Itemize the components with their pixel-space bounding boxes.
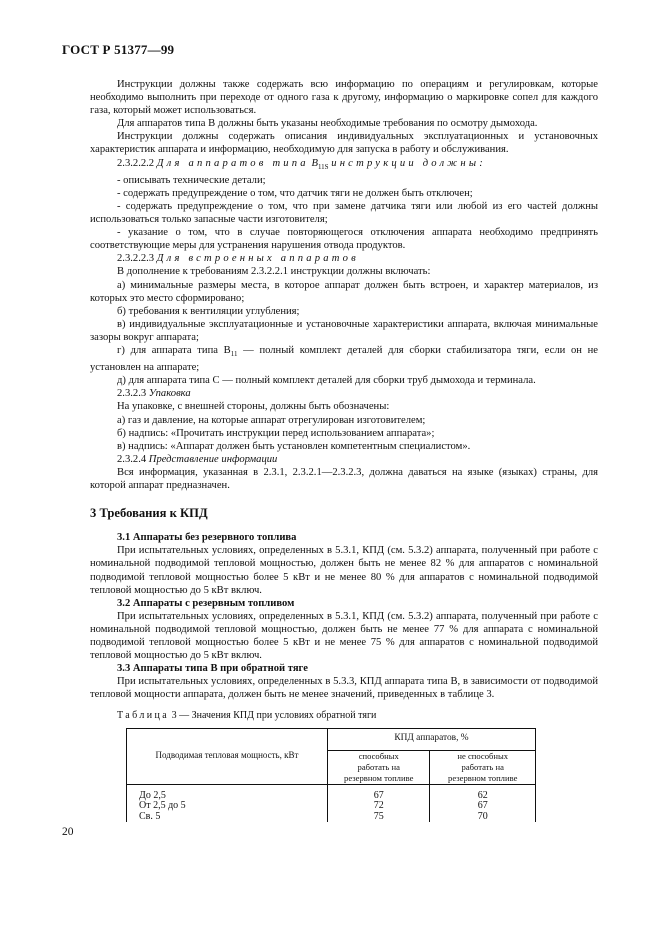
efficiency-table: [126, 728, 536, 823]
paragraph: Для аппаратов типа В должны быть указаны необходимые требования по осмотру дымохода.: [117, 118, 538, 130]
list-item-text: — полный комплект деталей для сборки стабилизатора тяги, если он не установлен на аппарате;: [90, 344, 598, 374]
document-body: [90, 78, 598, 822]
table-col-no-reserve: [430, 784, 536, 822]
table-col-reserve: [328, 784, 430, 822]
subsection-heading: 3.2 Аппараты с резервным топливом: [117, 597, 295, 609]
table-col-power: [127, 784, 328, 822]
clause-number: 2.3.2.3: [117, 388, 147, 400]
table-caption-label: Таблица: [117, 710, 170, 722]
clause-title-subscript: 11S: [317, 162, 329, 171]
list-item: - описывать технические детали;: [117, 174, 266, 186]
table-cell: 70: [477, 810, 488, 822]
clause-number: 2.3.2.4: [117, 453, 147, 465]
page-number: 20: [62, 826, 74, 838]
clause-title: Представление информации: [148, 453, 278, 465]
table-caption: [117, 709, 598, 722]
table-cell: 75: [373, 810, 384, 822]
table-cell: Св. 5: [139, 810, 161, 822]
clause-title: Для встроенных аппаратов: [156, 253, 359, 265]
table-header-group: КПД аппаратов, %: [328, 728, 536, 750]
list-item: - указание о том, что в случае повторяющегося отключения аппарата необходимо предпринять соответствующие меры для устранения нарушения отвода продуктов.: [90, 227, 598, 252]
list-item: б) надпись: «Прочитать инструкции перед использованием аппарата»;: [117, 427, 435, 439]
list-item: б) требования к вентиляции углубления;: [117, 305, 300, 317]
table-cell: От 2,5 до 5: [139, 800, 186, 812]
clause-title-end: инструкции должны:: [331, 157, 486, 169]
clause-title-type: B: [311, 157, 318, 169]
paragraph: В дополнение к требованиям 2.3.2.2.1 инструкции должны включать:: [117, 266, 431, 278]
clause-2-3-2-3: [90, 387, 598, 400]
list-item: в) надпись: «Аппарат должен быть установлен компетентным специалистом».: [117, 440, 471, 452]
subsection-heading: 3.3 Аппараты типа В при обратной тяге: [117, 663, 308, 675]
list-item: [90, 344, 598, 374]
table-cell: 72: [373, 800, 384, 812]
paragraph: Инструкции должны содержать описания индивидуальных эксплуатационных и установочных характеристик аппарата и информацию, необходимую для запуска в работу и обслуживания.: [90, 131, 598, 156]
clause-2-3-2-4: [90, 453, 598, 466]
subsection-heading: 3.1 Аппараты без резервного топлива: [117, 532, 297, 544]
list-item: д) для аппарата типа С — полный комплект деталей для сборки труб дымохода и терминала.: [117, 375, 536, 387]
paragraph: При испытательных условиях, определенных в 5.3.1, КПД (см. 5.3.2) аппарата, полученный при работе с номинальной подводимой тепловой мощностью, должен быть не менее 82 % для аппаратов с номинальной подводимой тепловой мощностью более 5 кВт и не менее 80 % для аппаратов с номинальной подводимой тепловой мощностью до 5 кВт включ.: [90, 545, 598, 596]
clause-title: Для аппаратов типа: [156, 157, 309, 169]
paragraph: При испытательных условиях, определенных в 5.3.3, КПД аппарата типа В, в зависимости от подводимой тепловой мощности аппарата, должен быть не менее значений, приведенных в таблице 3.: [90, 676, 598, 701]
paragraph: Вся информация, указанная в 2.3.1, 2.3.2.1—2.3.2.3, должна даваться на языке (языках) страны, для которой аппарат предназначен.: [90, 466, 598, 492]
table-cell: 67: [477, 800, 488, 812]
clause-number: 2.3.2.2.3: [117, 253, 155, 265]
table-caption-text: 3 — Значения КПД при условиях обратной тяги: [171, 710, 377, 722]
table-cell: 62: [477, 789, 488, 801]
paragraph: На упаковке, с внешней стороны, должны быть обозначены:: [117, 401, 390, 413]
list-item: в) индивидуальные эксплуатационные и установочные характеристики аппарата, включая минимальные зазоры вокруг аппарата;: [90, 318, 598, 343]
table-header-power: Подводимая тепловая мощность, кВт: [127, 728, 328, 784]
page-header: ГОСТ Р 51377—99: [62, 42, 175, 57]
paragraph: Инструкции должны также содержать всю информацию по операциям и регулировкам, которые необходимо выполнить при переходе от одного газа к другому, информацию о маркировке сопел для каждого газа, который может использоваться.: [90, 79, 598, 117]
subscript: 11: [230, 350, 238, 359]
table-cell: До 2,5: [139, 789, 166, 801]
clause-2-3-2-2-2: [90, 157, 598, 174]
table-header-no-reserve: не способных работать на резервном топливе: [430, 750, 536, 784]
list-item-text: г) для аппарата типа B: [117, 344, 231, 356]
table-cell: 67: [373, 789, 384, 801]
list-item: - содержать предупреждение о том, что при замене датчика тяги или любой из его частей должны использоваться только запасные части изготовителя;: [90, 200, 598, 226]
list-item: а) газ и давление, на которые аппарат отрегулирован изготовителем;: [117, 414, 426, 426]
table-header-reserve: способных работать на резервном топливе: [328, 750, 430, 784]
paragraph: При испытательных условиях, определенных в 5.3.1, КПД (см. 5.3.2) аппарата, полученный при работе с номинальной подводимой тепловой мощностью, должен быть не менее 77 % для аппарата с номинальной подводимой тепловой мощностью более 5 кВт и не менее 75 % для аппаратов с номинальной подводимой тепловой мощностью до 5 кВт включ.: [90, 610, 598, 662]
clause-2-3-2-2-3: [90, 252, 598, 265]
list-item: - содержать предупреждение о том, что датчик тяги не должен быть отключен;: [117, 187, 473, 199]
list-item: а) минимальные размеры места, в которое аппарат должен быть встроен, и характер материалов, из которых это место сформировано;: [90, 279, 598, 304]
section-heading: 3 Требования к КПД: [90, 506, 208, 521]
clause-title: Упаковка: [148, 388, 191, 400]
clause-number: 2.3.2.2.2: [117, 157, 155, 169]
